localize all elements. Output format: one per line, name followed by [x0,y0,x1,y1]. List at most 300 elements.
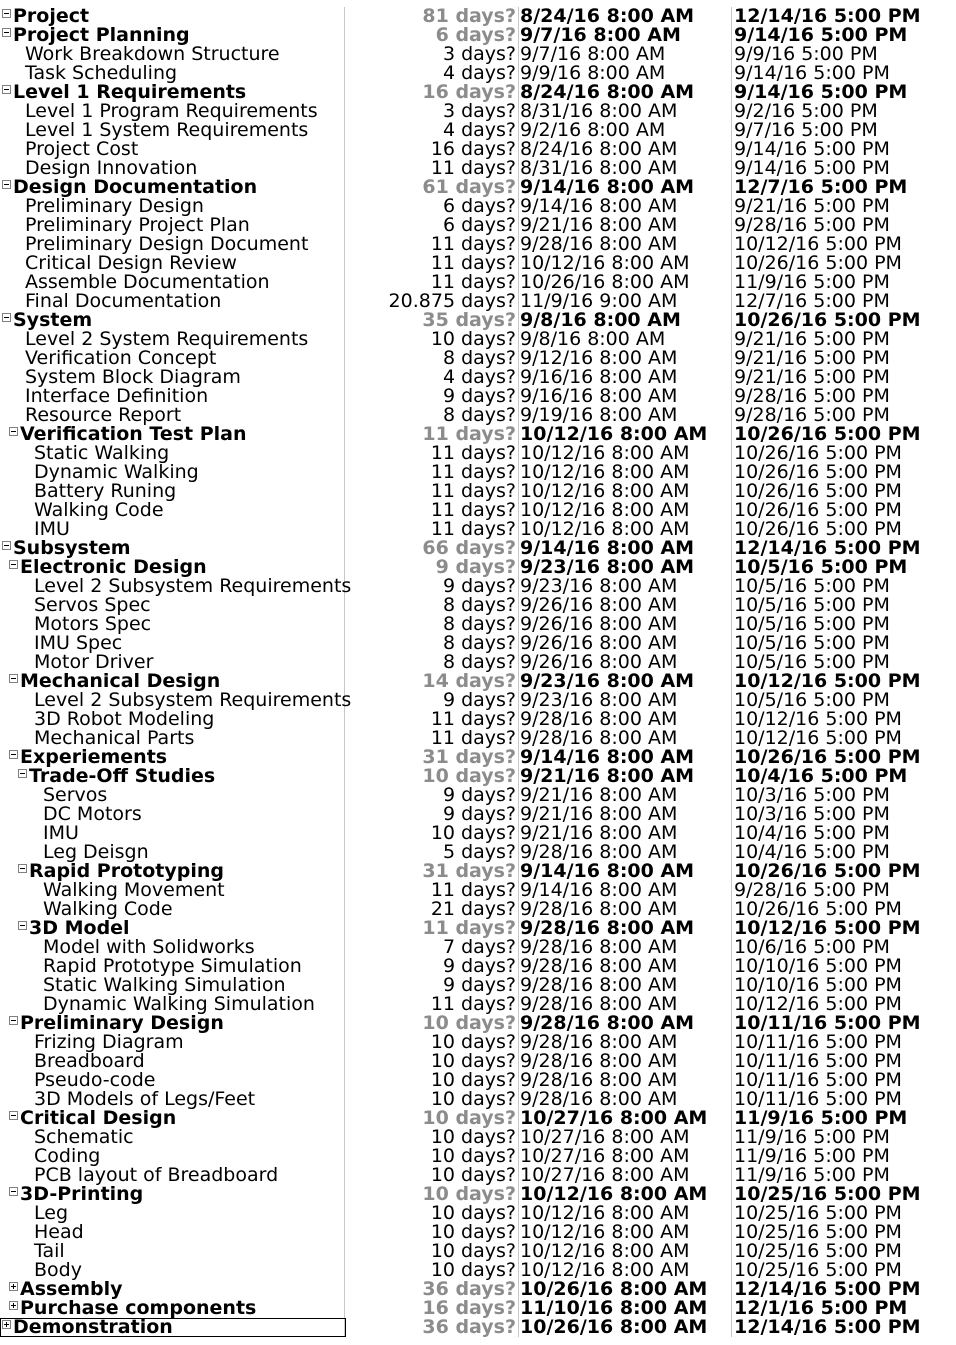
task-name-cell[interactable] [0,1128,378,1147]
task-start-cell[interactable]: 8/24/16 8:00 AM [520,83,695,102]
task-finish-cell[interactable]: 10/3/16 5:00 PM [734,786,890,805]
task-duration-cell[interactable]: 11 days? [430,159,516,178]
task-row[interactable] [0,444,956,463]
task-duration-cell[interactable]: 4 days? [442,64,516,83]
task-name-cell[interactable] [0,862,362,881]
summary-task-row[interactable] [0,1185,956,1204]
summary-task-row[interactable] [0,425,956,444]
task-finish-cell[interactable]: 11/9/16 5:00 PM [734,1128,890,1147]
task-start-cell[interactable]: 9/28/16 8:00 AM [520,1071,678,1090]
task-row[interactable] [0,691,956,710]
task-start-cell[interactable]: 9/21/16 8:00 AM [520,767,695,786]
task-start-cell[interactable]: 10/12/16 8:00 AM [520,1261,690,1280]
collapse-icon[interactable] [9,1111,18,1120]
summary-task-row[interactable] [0,767,956,786]
task-duration-cell[interactable]: 11 days? [430,235,516,254]
task-start-cell[interactable]: 9/28/16 8:00 AM [520,976,678,995]
task-duration-cell[interactable]: 6 days? [442,197,516,216]
task-duration-cell[interactable]: 8 days? [442,653,516,672]
task-start-cell[interactable]: 9/19/16 8:00 AM [520,406,678,425]
task-name-cell[interactable] [0,444,378,463]
task-duration-cell[interactable]: 11 days? [430,501,516,520]
task-name-cell[interactable] [0,786,387,805]
task-name-cell[interactable] [0,1014,353,1033]
task-start-cell[interactable]: 9/26/16 8:00 AM [520,596,678,615]
task-name-cell[interactable] [0,805,387,824]
task-duration-cell[interactable]: 9 days? [435,558,516,577]
task-start-cell[interactable]: 10/12/16 8:00 AM [520,482,690,501]
task-finish-cell[interactable]: 12/14/16 5:00 PM [734,1280,921,1299]
task-duration-cell[interactable]: 8 days? [442,596,516,615]
task-start-cell[interactable]: 10/27/16 8:00 AM [520,1166,690,1185]
summary-task-row[interactable] [0,83,956,102]
collapse-icon[interactable] [9,560,18,569]
task-finish-cell[interactable]: 10/10/16 5:00 PM [734,957,902,976]
task-row[interactable] [0,368,956,387]
task-start-cell[interactable]: 9/16/16 8:00 AM [520,368,678,387]
task-row[interactable] [0,216,956,235]
task-duration-cell[interactable]: 9 days? [442,957,516,976]
task-name-cell[interactable] [0,1185,353,1204]
task-start-cell[interactable]: 10/27/16 8:00 AM [520,1147,690,1166]
summary-task-row[interactable] [0,672,956,691]
task-duration-cell[interactable]: 3 days? [442,45,516,64]
task-duration-cell[interactable]: 10 days? [430,1071,516,1090]
collapse-icon[interactable] [2,9,11,18]
task-finish-cell[interactable]: 10/26/16 5:00 PM [734,748,921,767]
task-finish-cell[interactable]: 10/25/16 5:00 PM [734,1185,921,1204]
task-row[interactable] [0,463,956,482]
expand-icon[interactable] [9,1301,18,1310]
task-start-cell[interactable]: 9/8/16 8:00 AM [520,311,681,330]
task-name-cell[interactable] [0,1280,353,1299]
task-finish-cell[interactable]: 12/7/16 5:00 PM [734,292,890,311]
summary-task-row[interactable] [0,919,956,938]
task-start-cell[interactable]: 10/26/16 8:00 AM [520,273,690,292]
task-duration-cell[interactable]: 81 days? [422,7,516,26]
task-duration-cell[interactable]: 11 days? [430,520,516,539]
task-name-cell[interactable] [0,1204,378,1223]
task-finish-cell[interactable]: 9/21/16 5:00 PM [734,349,890,368]
task-start-cell[interactable]: 9/14/16 8:00 AM [520,862,695,881]
task-duration-cell[interactable]: 16 days? [422,1299,516,1318]
summary-task-row[interactable] [0,1318,956,1337]
task-name-cell[interactable] [0,1147,378,1166]
task-finish-cell[interactable]: 10/26/16 5:00 PM [734,862,921,881]
task-row[interactable] [0,330,956,349]
task-name-cell[interactable] [0,539,346,558]
task-name-cell[interactable] [0,1299,353,1318]
task-name-cell[interactable] [0,615,378,634]
task-duration-cell[interactable]: 20.875 days? [388,292,516,311]
task-row[interactable] [0,1242,956,1261]
task-start-cell[interactable]: 9/28/16 8:00 AM [520,938,678,957]
task-finish-cell[interactable]: 12/14/16 5:00 PM [734,539,921,558]
task-finish-cell[interactable]: 9/21/16 5:00 PM [734,330,890,349]
task-finish-cell[interactable]: 9/14/16 5:00 PM [734,159,890,178]
task-duration-cell[interactable]: 5 days? [442,843,516,862]
task-finish-cell[interactable]: 10/25/16 5:00 PM [734,1242,902,1261]
task-start-cell[interactable]: 10/26/16 8:00 AM [520,1318,708,1337]
task-duration-cell[interactable]: 11 days? [430,482,516,501]
task-duration-cell[interactable]: 9 days? [442,577,516,596]
task-row[interactable] [0,1071,956,1090]
task-start-cell[interactable]: 10/12/16 8:00 AM [520,425,708,444]
task-row[interactable] [0,349,956,368]
task-duration-cell[interactable]: 4 days? [442,121,516,140]
task-finish-cell[interactable]: 9/14/16 5:00 PM [734,26,908,45]
task-name-cell[interactable] [0,1242,378,1261]
task-start-cell[interactable]: 10/27/16 8:00 AM [520,1128,690,1147]
collapse-icon[interactable] [2,313,11,322]
task-start-cell[interactable]: 9/21/16 8:00 AM [520,824,678,843]
task-finish-cell[interactable]: 10/12/16 5:00 PM [734,919,921,938]
task-name-cell[interactable] [0,1109,353,1128]
task-duration-cell[interactable]: 9 days? [442,387,516,406]
collapse-icon[interactable] [9,750,18,759]
task-finish-cell[interactable]: 10/12/16 5:00 PM [734,235,902,254]
task-duration-cell[interactable]: 10 days? [430,1204,516,1223]
task-finish-cell[interactable]: 9/7/16 5:00 PM [734,121,878,140]
task-start-cell[interactable]: 10/12/16 8:00 AM [520,254,690,273]
task-duration-cell[interactable]: 21 days? [430,900,516,919]
task-duration-cell[interactable]: 10 days? [422,1109,516,1128]
task-finish-cell[interactable]: 10/6/16 5:00 PM [734,938,890,957]
task-duration-cell[interactable]: 11 days? [422,425,516,444]
task-start-cell[interactable]: 9/26/16 8:00 AM [520,653,678,672]
task-duration-cell[interactable]: 10 days? [430,1033,516,1052]
task-finish-cell[interactable]: 11/9/16 5:00 PM [734,1166,890,1185]
task-start-cell[interactable]: 9/28/16 8:00 AM [520,843,678,862]
task-name-cell[interactable] [0,1223,378,1242]
task-finish-cell[interactable]: 10/11/16 5:00 PM [734,1033,902,1052]
task-row[interactable] [0,729,956,748]
task-finish-cell[interactable]: 10/5/16 5:00 PM [734,596,890,615]
task-name-cell[interactable] [0,653,378,672]
task-finish-cell[interactable]: 10/25/16 5:00 PM [734,1204,902,1223]
task-name-cell[interactable] [0,881,387,900]
task-duration-cell[interactable]: 11 days? [430,995,516,1014]
task-name-cell[interactable] [0,102,369,121]
task-row[interactable] [0,64,956,83]
task-row[interactable] [0,121,956,140]
task-start-cell[interactable]: 8/31/16 8:00 AM [520,159,678,178]
task-start-cell[interactable]: 9/14/16 8:00 AM [520,197,678,216]
task-row[interactable] [0,406,956,425]
task-duration-cell[interactable]: 6 days? [442,216,516,235]
task-start-cell[interactable]: 9/23/16 8:00 AM [520,558,695,577]
summary-task-row[interactable] [0,1299,956,1318]
task-duration-cell[interactable]: 11 days? [430,444,516,463]
task-row[interactable] [0,292,956,311]
task-duration-cell[interactable]: 10 days? [430,1242,516,1261]
task-finish-cell[interactable]: 11/9/16 5:00 PM [734,1147,890,1166]
task-row[interactable] [0,1223,956,1242]
task-name-cell[interactable] [0,1052,378,1071]
task-duration-cell[interactable]: 11 days? [422,919,516,938]
task-start-cell[interactable]: 10/12/16 8:00 AM [520,520,690,539]
task-name-cell[interactable] [0,64,369,83]
task-start-cell[interactable]: 9/12/16 8:00 AM [520,349,678,368]
task-finish-cell[interactable]: 10/26/16 5:00 PM [734,482,902,501]
task-name-cell[interactable] [0,178,346,197]
task-finish-cell[interactable]: 10/12/16 5:00 PM [734,672,921,691]
task-start-cell[interactable]: 9/14/16 8:00 AM [520,748,695,767]
task-finish-cell[interactable]: 9/28/16 5:00 PM [734,387,890,406]
task-finish-cell[interactable]: 12/1/16 5:00 PM [734,1299,908,1318]
task-start-cell[interactable]: 8/24/16 8:00 AM [520,7,695,26]
task-finish-cell[interactable]: 10/12/16 5:00 PM [734,710,902,729]
task-finish-cell[interactable]: 12/7/16 5:00 PM [734,178,908,197]
collapse-icon[interactable] [9,1187,18,1196]
task-duration-cell[interactable]: 3 days? [442,102,516,121]
task-row[interactable] [0,596,956,615]
task-start-cell[interactable]: 9/7/16 8:00 AM [520,26,681,45]
task-duration-cell[interactable]: 7 days? [442,938,516,957]
task-name-cell[interactable] [0,121,369,140]
task-finish-cell[interactable]: 10/11/16 5:00 PM [734,1090,902,1109]
task-start-cell[interactable]: 9/28/16 8:00 AM [520,1052,678,1071]
task-name-cell[interactable] [0,710,378,729]
task-start-cell[interactable]: 8/24/16 8:00 AM [520,140,678,159]
task-duration-cell[interactable]: 16 days? [422,83,516,102]
task-finish-cell[interactable]: 10/26/16 5:00 PM [734,520,902,539]
task-duration-cell[interactable]: 36 days? [422,1280,516,1299]
task-finish-cell[interactable]: 10/25/16 5:00 PM [734,1261,902,1280]
task-row[interactable] [0,501,956,520]
task-finish-cell[interactable]: 10/26/16 5:00 PM [734,311,921,330]
task-row[interactable] [0,976,956,995]
task-name-cell[interactable] [0,292,369,311]
task-start-cell[interactable]: 9/28/16 8:00 AM [520,919,695,938]
task-start-cell[interactable]: 9/23/16 8:00 AM [520,691,678,710]
task-name-cell[interactable] [0,938,387,957]
task-start-cell[interactable]: 9/28/16 8:00 AM [520,1014,695,1033]
summary-task-row[interactable] [0,311,956,330]
task-row[interactable] [0,577,956,596]
collapse-icon[interactable] [9,427,18,436]
task-start-cell[interactable]: 9/28/16 8:00 AM [520,1090,678,1109]
task-start-cell[interactable]: 9/26/16 8:00 AM [520,615,678,634]
task-duration-cell[interactable]: 16 days? [430,140,516,159]
collapse-icon[interactable] [2,85,11,94]
task-row[interactable] [0,615,956,634]
task-name-cell[interactable] [0,387,369,406]
task-duration-cell[interactable]: 8 days? [442,615,516,634]
task-row[interactable] [0,482,956,501]
task-row[interactable] [0,140,956,159]
task-name-cell[interactable] [0,349,369,368]
task-finish-cell[interactable]: 9/21/16 5:00 PM [734,197,890,216]
task-name-cell[interactable] [0,482,378,501]
summary-task-row[interactable] [0,178,956,197]
task-start-cell[interactable]: 9/14/16 8:00 AM [520,539,695,558]
task-finish-cell[interactable]: 10/5/16 5:00 PM [734,634,890,653]
task-row[interactable] [0,938,956,957]
task-finish-cell[interactable]: 10/12/16 5:00 PM [734,729,902,748]
task-name-cell[interactable] [0,558,353,577]
task-start-cell[interactable]: 9/14/16 8:00 AM [520,881,678,900]
task-finish-cell[interactable]: 10/25/16 5:00 PM [734,1223,902,1242]
summary-task-row[interactable] [0,1280,956,1299]
task-finish-cell[interactable]: 10/11/16 5:00 PM [734,1052,902,1071]
task-duration-cell[interactable]: 9 days? [442,786,516,805]
task-name-cell[interactable] [0,1166,378,1185]
task-finish-cell[interactable]: 10/4/16 5:00 PM [734,767,908,786]
task-start-cell[interactable]: 9/23/16 8:00 AM [520,672,695,691]
task-duration-cell[interactable]: 11 days? [430,729,516,748]
task-row[interactable] [0,881,956,900]
task-duration-cell[interactable]: 14 days? [422,672,516,691]
summary-task-row[interactable] [0,1109,956,1128]
task-duration-cell[interactable]: 6 days? [435,26,516,45]
task-row[interactable] [0,1052,956,1071]
task-finish-cell[interactable]: 10/26/16 5:00 PM [734,425,921,444]
task-name-cell[interactable] [0,919,362,938]
task-name-cell[interactable] [0,463,378,482]
task-finish-cell[interactable]: 10/5/16 5:00 PM [734,653,890,672]
collapse-icon[interactable] [2,28,11,37]
task-name-cell[interactable] [0,824,387,843]
task-start-cell[interactable]: 9/23/16 8:00 AM [520,577,678,596]
task-name-cell[interactable] [0,311,346,330]
collapse-icon[interactable] [2,180,11,189]
task-finish-cell[interactable]: 9/28/16 5:00 PM [734,216,890,235]
task-duration-cell[interactable]: 35 days? [422,311,516,330]
collapse-icon[interactable] [18,864,27,873]
task-duration-cell[interactable]: 11 days? [430,273,516,292]
task-finish-cell[interactable]: 10/4/16 5:00 PM [734,824,890,843]
task-finish-cell[interactable]: 10/4/16 5:00 PM [734,843,890,862]
collapse-icon[interactable] [18,921,27,930]
task-finish-cell[interactable]: 12/14/16 5:00 PM [734,1318,921,1337]
task-name-cell[interactable] [0,216,369,235]
task-finish-cell[interactable]: 10/12/16 5:00 PM [734,995,902,1014]
task-name-cell[interactable] [0,235,369,254]
task-start-cell[interactable]: 9/28/16 8:00 AM [520,1033,678,1052]
task-name-cell[interactable] [0,729,378,748]
task-start-cell[interactable]: 9/2/16 8:00 AM [520,121,666,140]
task-finish-cell[interactable]: 9/14/16 5:00 PM [734,64,890,83]
task-start-cell[interactable]: 10/12/16 8:00 AM [520,1185,708,1204]
task-start-cell[interactable]: 10/12/16 8:00 AM [520,444,690,463]
task-name-cell[interactable] [0,83,346,102]
task-name-cell[interactable] [0,672,353,691]
task-row[interactable] [0,1166,956,1185]
expand-icon[interactable] [9,1282,18,1291]
task-start-cell[interactable]: 10/26/16 8:00 AM [520,1280,708,1299]
task-name-cell[interactable] [0,634,378,653]
collapse-icon[interactable] [9,1016,18,1025]
task-finish-cell[interactable]: 10/26/16 5:00 PM [734,254,902,273]
task-name-cell[interactable] [0,1090,378,1109]
task-start-cell[interactable]: 8/31/16 8:00 AM [520,102,678,121]
task-finish-cell[interactable]: 10/11/16 5:00 PM [734,1071,902,1090]
task-row[interactable] [0,900,956,919]
task-start-cell[interactable]: 10/12/16 8:00 AM [520,1242,690,1261]
task-duration-cell[interactable]: 10 days? [430,1223,516,1242]
task-start-cell[interactable]: 9/21/16 8:00 AM [520,786,678,805]
task-name-cell[interactable] [0,691,378,710]
task-duration-cell[interactable]: 11 days? [430,881,516,900]
task-row[interactable] [0,786,956,805]
task-name-cell[interactable] [0,577,378,596]
task-row[interactable] [0,520,956,539]
task-duration-cell[interactable]: 10 days? [430,1261,516,1280]
task-start-cell[interactable]: 9/7/16 8:00 AM [520,45,666,64]
collapse-icon[interactable] [2,541,11,550]
task-start-cell[interactable]: 9/26/16 8:00 AM [520,634,678,653]
task-finish-cell[interactable]: 11/9/16 5:00 PM [734,1109,908,1128]
task-finish-cell[interactable]: 9/21/16 5:00 PM [734,368,890,387]
task-row[interactable] [0,273,956,292]
task-name-cell[interactable] [0,767,362,786]
task-duration-cell[interactable]: 31 days? [422,748,516,767]
summary-task-row[interactable] [0,7,956,26]
task-name-cell[interactable] [0,843,387,862]
task-start-cell[interactable]: 9/28/16 8:00 AM [520,900,678,919]
collapse-icon[interactable] [18,769,27,778]
task-name-cell[interactable] [0,159,369,178]
task-start-cell[interactable]: 10/12/16 8:00 AM [520,501,690,520]
task-row[interactable] [0,197,956,216]
task-name-cell[interactable] [0,330,369,349]
task-name-cell[interactable] [0,900,387,919]
task-duration-cell[interactable]: 10 days? [430,330,516,349]
task-start-cell[interactable]: 11/9/16 9:00 AM [520,292,678,311]
task-row[interactable] [0,235,956,254]
task-row[interactable] [0,1033,956,1052]
task-row[interactable] [0,387,956,406]
task-name-cell[interactable] [0,501,378,520]
task-finish-cell[interactable]: 10/26/16 5:00 PM [734,444,902,463]
task-finish-cell[interactable]: 10/5/16 5:00 PM [734,615,890,634]
task-name-cell[interactable] [0,140,369,159]
task-name-cell[interactable] [0,45,369,64]
summary-task-row[interactable] [0,558,956,577]
task-finish-cell[interactable]: 10/5/16 5:00 PM [734,577,890,596]
task-finish-cell[interactable]: 9/28/16 5:00 PM [734,881,890,900]
task-start-cell[interactable]: 9/28/16 8:00 AM [520,995,678,1014]
summary-task-row[interactable] [0,1014,956,1033]
task-row[interactable] [0,1090,956,1109]
task-duration-cell[interactable]: 10 days? [430,1052,516,1071]
task-row[interactable] [0,102,956,121]
task-duration-cell[interactable]: 10 days? [422,1014,516,1033]
task-name-cell[interactable] [0,273,369,292]
task-finish-cell[interactable]: 10/10/16 5:00 PM [734,976,902,995]
task-row[interactable] [0,995,956,1014]
task-finish-cell[interactable]: 9/2/16 5:00 PM [734,102,878,121]
task-duration-cell[interactable]: 10 days? [430,824,516,843]
task-finish-cell[interactable]: 9/28/16 5:00 PM [734,406,890,425]
task-duration-cell[interactable]: 10 days? [430,1128,516,1147]
summary-task-row[interactable] [0,539,956,558]
task-name-cell[interactable] [0,976,387,995]
task-row[interactable] [0,843,956,862]
task-finish-cell[interactable]: 9/14/16 5:00 PM [734,83,908,102]
collapse-icon[interactable] [9,674,18,683]
task-start-cell[interactable]: 10/12/16 8:00 AM [520,1223,690,1242]
task-name-cell[interactable] [0,957,387,976]
task-duration-cell[interactable]: 8 days? [442,349,516,368]
task-name-cell[interactable] [0,1261,378,1280]
task-name-cell[interactable] [0,7,346,26]
task-finish-cell[interactable]: 10/11/16 5:00 PM [734,1014,921,1033]
task-start-cell[interactable]: 9/8/16 8:00 AM [520,330,666,349]
task-duration-cell[interactable]: 8 days? [442,406,516,425]
summary-task-row[interactable] [0,862,956,881]
